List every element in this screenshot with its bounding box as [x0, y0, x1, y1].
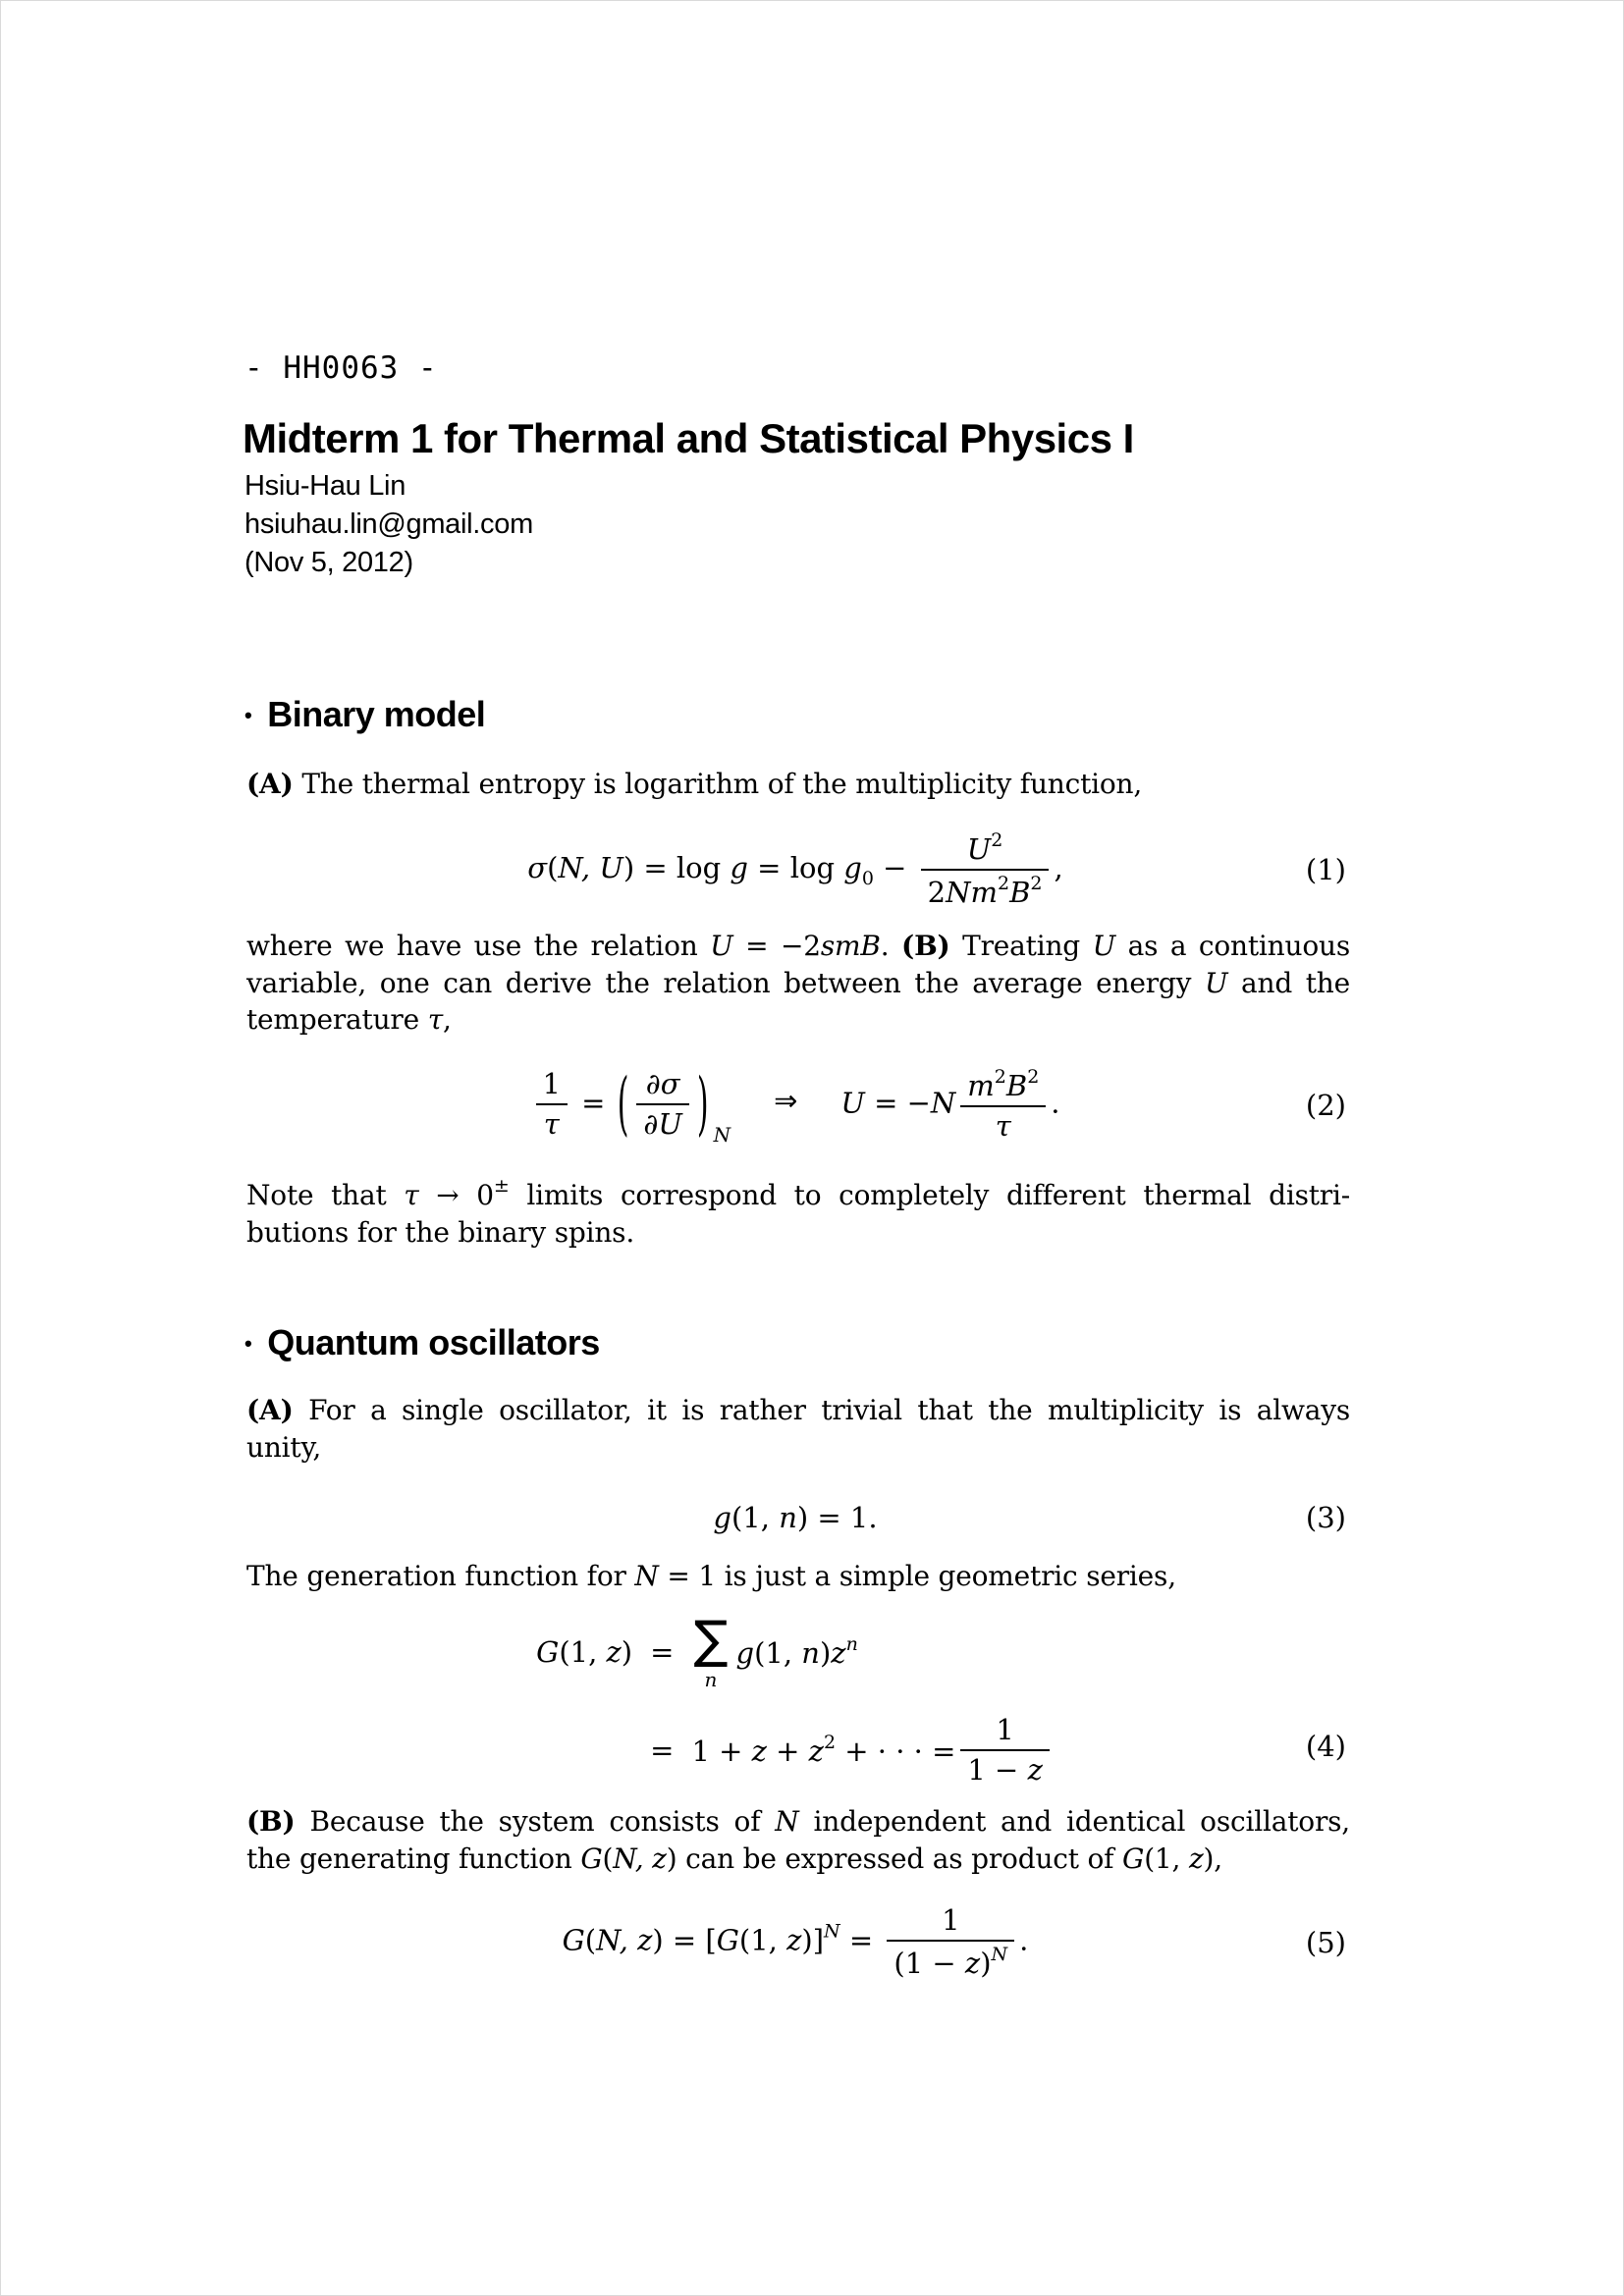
equation-3 — [244, 1493, 1346, 1542]
math-subscript: N — [713, 1123, 731, 1148]
fraction-denominator: ∂U — [636, 1103, 688, 1144]
fraction — [921, 828, 1050, 912]
math-var: N, z — [596, 1923, 653, 1957]
fraction-denominator: τ — [960, 1105, 1046, 1146]
author-name: Hsiu-Hau Lin — [244, 470, 406, 502]
align-rhs — [691, 1610, 858, 1691]
equation-2 — [244, 1054, 1346, 1156]
math-var: G — [562, 1923, 585, 1957]
equation-number-1: (1) — [1305, 853, 1346, 886]
text-line: (B) Because the system consists of N independent and identical oscillators, — [246, 1805, 1350, 1838]
implies-arrow: ⇒ — [774, 1084, 798, 1118]
math-text: . — [1051, 1086, 1060, 1120]
section-title: Quantum oscillators — [267, 1322, 600, 1362]
document-date: (Nov 5, 2012) — [244, 547, 413, 578]
fraction: $\frac{1}{1 - z}$ — [960, 1711, 1049, 1789]
fraction — [636, 1065, 688, 1144]
equation-body — [527, 828, 1062, 912]
math-var: g — [730, 851, 748, 884]
math-var: U — [840, 1086, 865, 1120]
fraction: $\frac{1}{(1 - z)^N}$ — [887, 1901, 1014, 1983]
equation-number-5: (5) — [1305, 1925, 1346, 1959]
math-text: ) = log — [623, 851, 731, 884]
equation-number-2: (2) — [1305, 1089, 1346, 1122]
bullet-icon: • — [244, 703, 252, 727]
section-heading-binary-model — [244, 694, 485, 735]
paragraph-independent-oscillators — [246, 1803, 1350, 1877]
equation-body — [713, 1501, 877, 1534]
paragraph-single-oscillator — [246, 1392, 1350, 1466]
math-superscript: N — [824, 1920, 840, 1943]
math-text: . — [1019, 1923, 1029, 1957]
math-text: = log — [747, 851, 844, 884]
equation-4 — [244, 1610, 1346, 1788]
math-text: ) = 1. — [796, 1501, 878, 1534]
fraction-numerator: $U^2$ — [966, 829, 1003, 867]
fraction-denominator: $2Nm^2B^2$ — [921, 869, 1050, 912]
fraction: $\frac{1}{\tau}$ — [536, 1065, 568, 1144]
item-tag: (A) — [246, 768, 294, 800]
text-line: where we have use the relation U = −2smB. (B) Treating U as a continuous — [246, 930, 1350, 962]
summation: ∑ n — [693, 1610, 729, 1691]
text-line: unity, — [246, 1430, 322, 1464]
text-line: temperature τ, — [246, 1003, 452, 1036]
math-text: The thermal entropy is logarithm of the multiplicity function, — [293, 768, 1143, 800]
equation-body — [563, 1901, 1029, 1983]
equation-5 — [244, 1896, 1346, 1989]
equation-number-4: (4) — [1305, 1730, 1346, 1763]
bullet-icon: • — [244, 1331, 252, 1356]
author-email: hsiuhau.lin@gmail.com — [244, 508, 533, 540]
text-line: butions for the binary spins. — [246, 1215, 635, 1249]
text-line: (A) For a single oscillator, it is rather trivial that the multiplicity is always — [246, 1394, 1350, 1426]
math-text: )] — [801, 1923, 825, 1957]
equation-body — [531, 1064, 1060, 1147]
section-heading-quantum-oscillators — [244, 1322, 600, 1363]
math-var: n — [779, 1501, 797, 1534]
math-var: z — [786, 1923, 802, 1957]
paragraph-note-limits — [246, 1168, 1350, 1251]
section-title: Binary model — [267, 694, 486, 734]
math-var: σ — [527, 851, 548, 884]
math-text: (1, — [731, 1501, 780, 1534]
equals-sign: = — [650, 1634, 675, 1669]
math-text: (1, — [738, 1923, 787, 1957]
equation-body — [536, 1610, 1055, 1789]
math-text: = — [839, 1923, 883, 1957]
equation-number-3: (3) — [1305, 1501, 1346, 1534]
math-text: g(1, $n)z^n$ — [735, 1633, 858, 1671]
fraction-denominator: 1 − z — [960, 1749, 1049, 1789]
math-var: N, U — [558, 851, 623, 884]
math-var: N — [930, 1086, 956, 1120]
math-text: ( — [547, 851, 559, 884]
document-title: Midterm 1 for Thermal and Statistical Physics I — [243, 415, 1134, 461]
right-paren: ) — [696, 1064, 709, 1146]
math-var: g — [843, 851, 862, 884]
align-rhs — [691, 1711, 1054, 1789]
equals-sign: = — [650, 1733, 675, 1767]
math-text: = − — [864, 1086, 931, 1120]
fraction — [960, 1064, 1046, 1146]
paragraph-thermal-entropy — [246, 766, 1350, 803]
fraction-numerator: ∂σ — [645, 1067, 680, 1101]
math-text: ) = [ — [652, 1923, 717, 1957]
text-line: variable, one can derive the relation between the average energy U and the — [246, 966, 1350, 999]
equation-1 — [244, 819, 1346, 921]
math-var: g — [713, 1501, 731, 1534]
course-code: - HH0063 - — [244, 350, 438, 386]
math-text: ( — [584, 1923, 597, 1957]
text-line: the generating function G(N, z) can be expressed as product of G(1, z), — [246, 1842, 1222, 1875]
math-var: G — [716, 1923, 739, 1957]
math-subscript: 0 — [861, 868, 874, 889]
paragraph-generation-function: The generation function for N = 1 is just a simple geometric series, — [246, 1560, 1176, 1592]
math-text: = — [571, 1086, 615, 1120]
math-text: , — [1054, 851, 1063, 884]
sigma-sum-icon: ∑ — [693, 1610, 729, 1670]
align-lhs: G(1, z) — [536, 1634, 633, 1669]
math-text: $1 + z + z^2$ + · · · = — [691, 1732, 956, 1768]
fraction-numerator: $m^2B^2$ — [967, 1065, 1040, 1102]
fraction-denominator: $(1 - z)^N$ — [887, 1940, 1014, 1983]
paragraph-relation-U — [246, 928, 1350, 1039]
text-line: Note that τ → 0± limits correspond to completely different thermal distri- — [246, 1175, 1350, 1211]
math-text: − — [873, 851, 916, 884]
left-paren: ( — [617, 1064, 629, 1146]
